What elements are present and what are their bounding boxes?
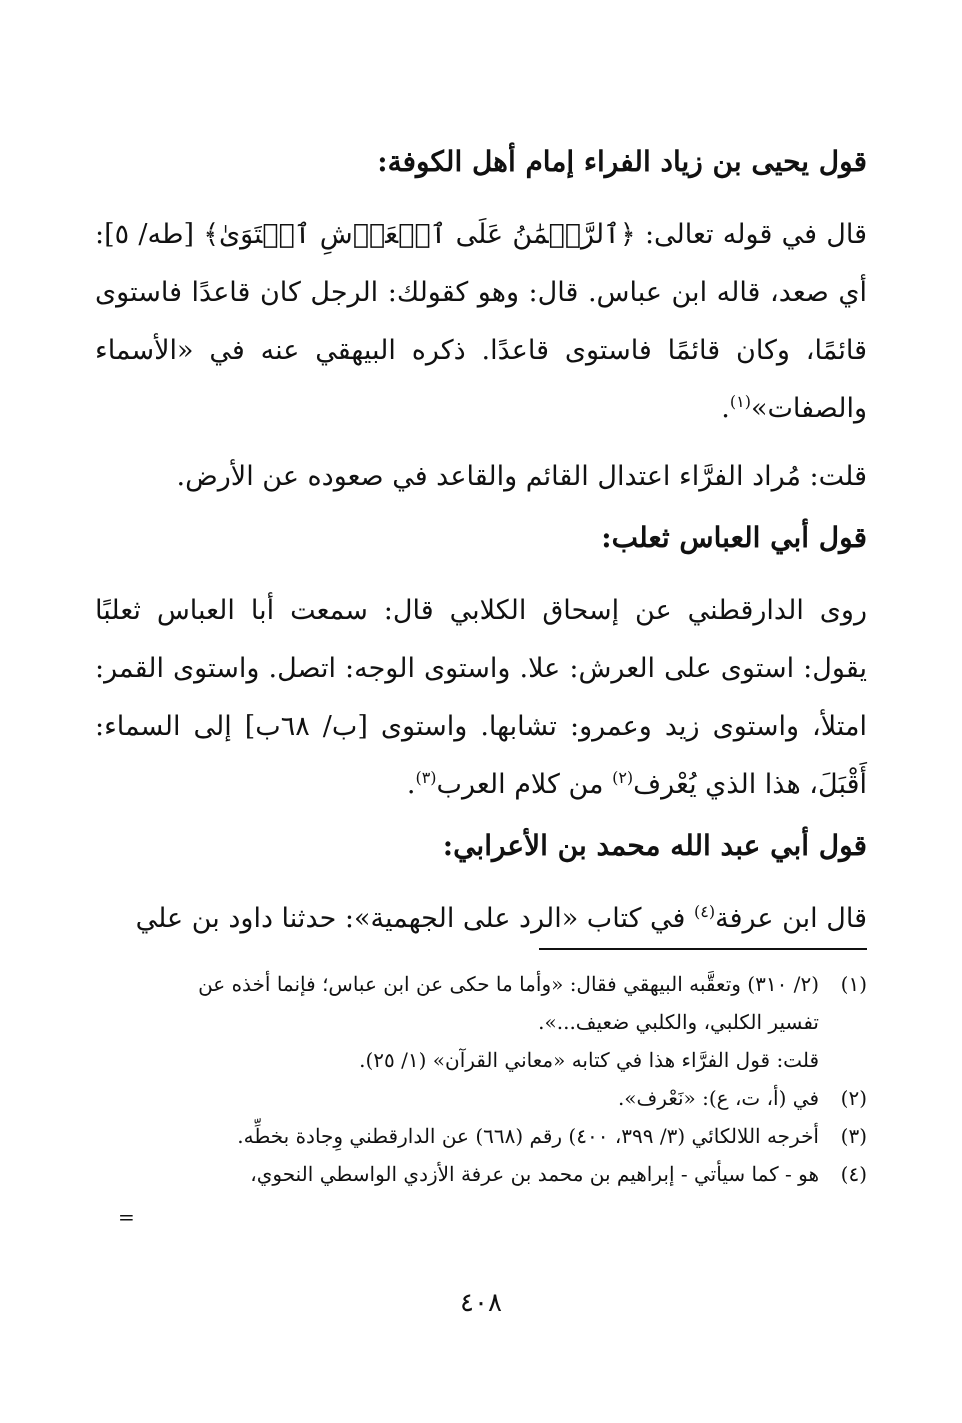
footnote-ref-1[interactable]: (١) bbox=[729, 392, 751, 411]
footnote-ref-3[interactable]: (٣) bbox=[415, 768, 437, 787]
footnote-4 bbox=[95, 1155, 867, 1193]
footnote-1 bbox=[95, 965, 867, 1003]
footnote-3 bbox=[95, 1117, 867, 1155]
paragraph-thalab-text-2: من كلام العرب bbox=[436, 769, 613, 800]
paragraph-farra bbox=[95, 206, 867, 438]
heading-thalab: قول أبي العباس ثعلب: bbox=[601, 521, 867, 554]
footnote-4-number: (٤) bbox=[840, 1162, 867, 1186]
paragraph-thalab bbox=[95, 582, 867, 814]
paragraph-thalab-end: . bbox=[406, 769, 416, 800]
heading-ibn-arabi: قول أبي عبد الله محمد بن الأعرابي: bbox=[442, 829, 867, 862]
footnote-1-line-1: (٢/ ٣١٠) وتعقَّبه البيهقي فقال: «وأما ما حكى عن ابن عباس؛ فإنما أخذه عن bbox=[198, 972, 819, 996]
footnote-continued-mark: = bbox=[118, 1205, 135, 1229]
footnotes bbox=[95, 965, 867, 1193]
paragraph-farra-text: قال في قوله تعالى: ﴿ٱلرَّحۡمَٰنُ عَلَى ٱلۡعَرۡشِ ٱسۡتَوَىٰ﴾ [طه/ ٥]: أي صعد، قاله ابن عباس. قال: وهو كقولك: الرجل كان قاعدًا فاستوى قائمًا، وكان قائمًا فاستوى قاعدًا. ذكره البيهقي عنه في «الأسماء والصفات» bbox=[95, 219, 867, 424]
footnote-divider bbox=[539, 948, 867, 950]
footnote-3-number: (٣) bbox=[840, 1124, 867, 1148]
footnote-4-text: هو - كما سيأتي - إبراهيم بن محمد بن عرفة الأزدي الواسطي النحوي، bbox=[250, 1162, 819, 1186]
paragraph-ibn-arafa-text-2: في كتاب «الرد على الجهمية»: حدثنا داود بن علي bbox=[135, 903, 695, 934]
main-text bbox=[95, 140, 867, 958]
footnote-ref-4[interactable]: (٤) bbox=[694, 902, 716, 921]
heading-farra: قول يحيى بن زياد الفراء إمام أهل الكوفة: bbox=[377, 145, 867, 178]
paragraph-farra-end: . bbox=[721, 393, 730, 424]
footnote-ref-2[interactable]: (٢) bbox=[612, 768, 634, 787]
footnote-2 bbox=[95, 1079, 867, 1117]
footnote-1-line-2: تفسير الكلبي، والكلبي ضعيف...». bbox=[538, 1010, 819, 1034]
footnote-1-number: (١) bbox=[840, 972, 867, 996]
page-number: ٤٠٨ bbox=[460, 1288, 502, 1318]
footnote-2-text: في (أ، ت، ع): «نَعْرف». bbox=[617, 1086, 819, 1110]
paragraph-ibn-arafa bbox=[95, 890, 867, 948]
footnote-3-text: أخرجه اللالكائي (٣/ ٣٩٩، ٤٠٠) رقم (٦٦٨) عن الدارقطني وِجادة بخطِّه. bbox=[237, 1124, 819, 1148]
footnote-1-line-3: قلت: قول الفرَّاء هذا في كتابه «معاني القرآن» (١/ ٢٥). bbox=[359, 1048, 819, 1072]
paragraph-ibn-arafa-text: قال ابن عرفة bbox=[715, 903, 867, 934]
paragraph-thalab-text: روى الدارقطني عن إسحاق الكلابي قال: سمعت أبا العباس ثعلبًا يقول: استوى على العرش: علا. واستوى الوجه: اتصل. واستوى القمر: امتلأ، واستوى زيد وعمرو: تشابها. واستوى [ب/ ٦٨ب] إلى السماء: أَقْبَلَ، هذا الذي يُعْرف bbox=[95, 595, 867, 800]
footnote-2-number: (٢) bbox=[840, 1086, 867, 1110]
paragraph-comment: قلت: مُراد الفرَّاء اعتدال القائم والقاعد في صعوده عن الأرض. bbox=[176, 461, 867, 492]
